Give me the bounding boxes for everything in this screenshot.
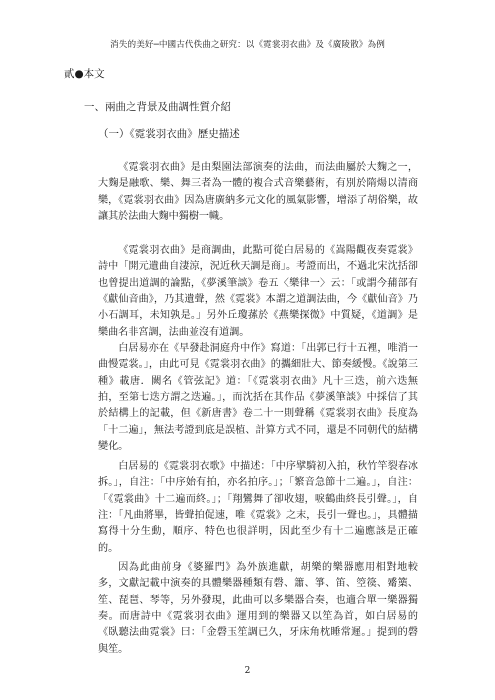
body-paragraph: 《霓裳羽衣曲》是由梨園法部演奏的法曲，而法曲屬於大麴之一，大麴是融歌、樂、舞三者為一體的複合式音樂藝術，有別於隋煬以清商樂，《霓裳羽衣曲》因為唐廣納多元文化的風氣影響，增添了胡俗樂，故讓其於法曲大麴中獨樹一幟。	[98, 162, 418, 222]
body-paragraph: 白居易的《霓裳羽衣歌》中描述：「中序擘騎初入拍，秋竹竿裂春冰拆。」，自注：「中序始有拍，亦名拍序。」；「繁音急節十二遍。」，自注：「《霓裳曲》十二遍而終。」；「翔鸞舞了卻收翅，唳鶴曲終長引聲。」，自注：「凡曲將畢，皆聲拍促速，唯《霓裳》之末，長引一聲也。」，具體描寫得十分生動，順序、特色也很詳明，因此至少有十二遍應該是正確的。	[98, 461, 418, 554]
running-header: 消失的美好─中國古代佚曲之研究：以《霓裳羽衣曲》及《廣陵散》為例	[110, 40, 385, 50]
subsubsection-heading: （一）《霓裳羽衣曲》歷史描述	[98, 128, 240, 140]
subsection-heading: 一、兩曲之背景及曲調性質介紹	[84, 101, 231, 113]
body-paragraph: 因為此曲前身《婆羅門》為外族進獻，胡樂的樂器應用相對地較多，文獻記載中演奏的具體樂器種類有磬、簫、箏、笛、箜篌、觱篥、笙、琵琶、琴等，另外發現，此曲可以多樂器合奏，也適合單一樂器獨奏。而唐詩中《霓裳羽衣曲》運用到的樂器又以笙為首，如白居易的《臥聽法曲霓裳》曰：「金磬玉笙調已久，牙床角枕睡常遲。」提到的磬與笙。	[98, 562, 418, 655]
body-paragraph: 白居易亦在《早發赴洞庭舟中作》寫道：「出郭已行十五裡，唯消一曲慢霓裳。」，由此可見《霓裳羽衣曲》的攜細壯大、節奏緩慢。《說第三種》載唐．闕名《管弦記》道：「《霓裳羽衣曲》凡十三迭，前六迭無拍，至第七迭方謂之迭遍。」，而沈括在其作品《夢溪筆談》中採信了其於結構上的記載，但《新唐書》卷二十一則聲稱《霓裳羽衣曲》長度為「十二遍」，無法考證到底是誤植、計算方式不同，還是不同朝代的結構變化。	[98, 343, 418, 452]
section-heading: 貳●本文	[64, 68, 105, 80]
page-number: 2	[244, 666, 251, 676]
body-paragraph: 《霓裳羽衣曲》是商調曲，此點可從白居易的《嵩陽觀夜奏霓裳》詩中「開元遺曲自淒涼，況近秋天調是商」。考證而出，不過北宋沈括卻也曾提出道調的論點，《夢溪筆談》卷五〈樂律一〉云：「或謂今蒱部有《獻仙音曲》，乃其遺聲，然《霓裳》本謂之道調法曲，今《獻仙音》乃小石調耳，未知孰是。」另外丘瓊蓀於《燕樂探微》中質疑，《道調》是樂曲名非宮調，法曲並沒有道調。	[98, 245, 418, 338]
